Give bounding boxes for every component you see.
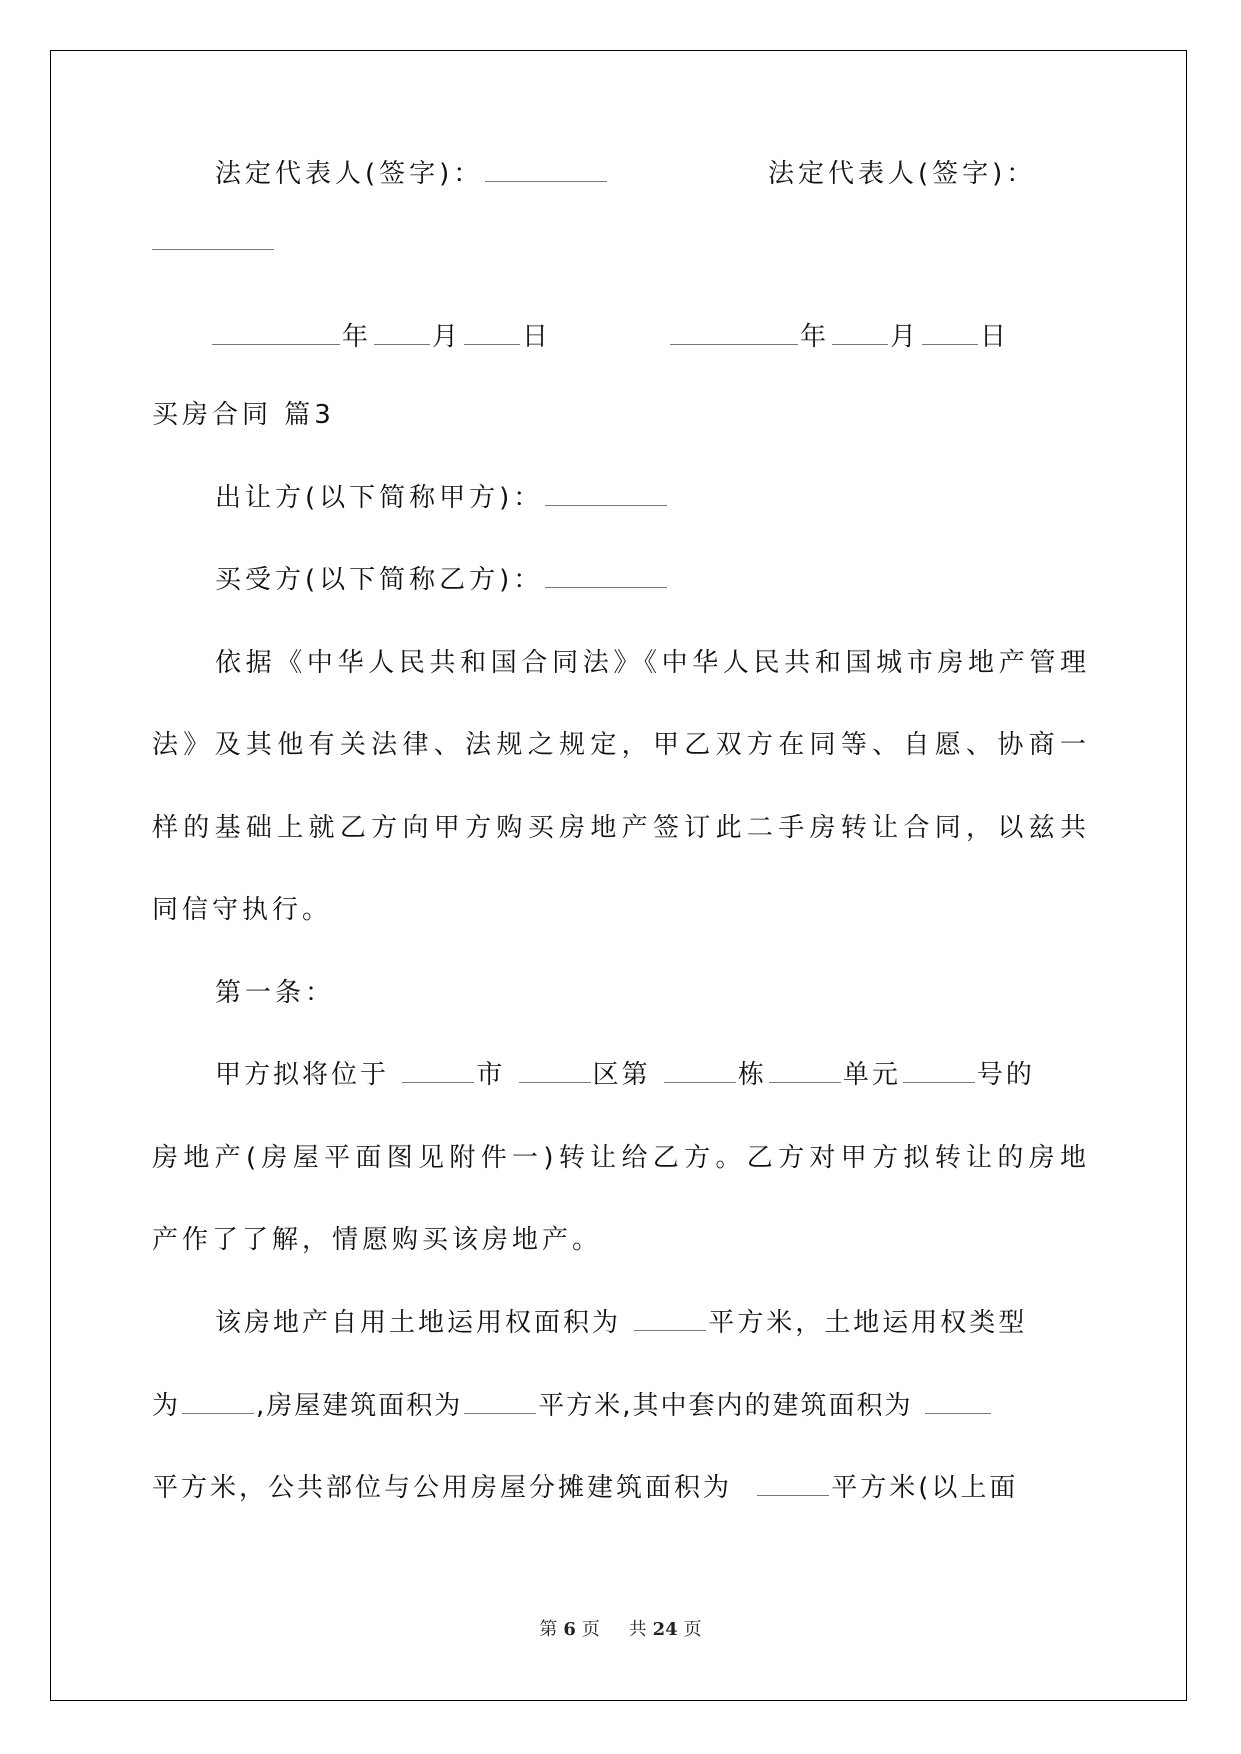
text-segment: 平方米，公共部位与公用房屋分摊建筑面积为 <box>152 1473 733 1503</box>
left-year-label: 年 <box>342 322 373 352</box>
transferor-blank[interactable] <box>545 483 667 506</box>
article1-p1-line3: 产作了了解，情愿购买该房地产。 <box>152 1225 603 1255</box>
right-signature-row <box>768 157 1088 191</box>
number-blank[interactable] <box>903 1060 975 1083</box>
article1-p2-line3 <box>152 1471 1087 1505</box>
right-signature-label: 法定代表人(签字)： <box>768 159 1037 189</box>
right-day-blank[interactable] <box>922 322 978 345</box>
transferor-label: 出让方(以下简称甲方)： <box>215 483 544 513</box>
text-segment: 平方米(以上面 <box>831 1473 1019 1503</box>
right-signature-blank-row <box>152 225 1087 259</box>
land-type-blank[interactable] <box>182 1391 254 1414</box>
right-month-blank[interactable] <box>832 322 888 345</box>
shared-area-blank[interactable] <box>757 1473 829 1496</box>
preamble-line: 同信守执行。 <box>152 895 333 925</box>
transferor-row <box>215 481 1087 515</box>
district-blank[interactable] <box>519 1060 591 1083</box>
left-day-label: 日 <box>522 322 553 352</box>
current-page-number: 6 <box>563 1619 576 1640</box>
transferee-blank[interactable] <box>545 565 667 588</box>
left-month-label: 月 <box>432 322 463 352</box>
preamble-line: 法》及其他有关法律、法规之规定，甲乙双方在同等、自愿、协商一 <box>152 730 1087 760</box>
left-month-blank[interactable] <box>374 322 430 345</box>
page-suffix: 页 <box>581 1619 600 1640</box>
right-date-row <box>668 320 1088 354</box>
left-signature-blank[interactable] <box>485 159 607 182</box>
transferee-row <box>215 563 1087 597</box>
text-segment: 该房地产自用土地运用权面积为 <box>215 1308 622 1338</box>
city-blank[interactable] <box>402 1060 474 1083</box>
text-segment: 平方米,其中套内的建筑面积为 <box>538 1391 913 1421</box>
total-prefix: 共 <box>628 1619 647 1640</box>
right-day-label: 日 <box>980 322 1011 352</box>
land-area-blank[interactable] <box>634 1308 706 1331</box>
total-suffix: 页 <box>683 1619 702 1640</box>
page-indicator <box>536 1619 603 1640</box>
inner-area-blank[interactable] <box>925 1391 991 1414</box>
article-heading: 第一条： <box>215 978 336 1008</box>
building-area-blank[interactable] <box>464 1391 536 1414</box>
total-indicator <box>626 1619 705 1640</box>
page-prefix: 第 <box>539 1619 558 1640</box>
text-segment: 单元 <box>842 1060 901 1090</box>
text-segment: 市 <box>476 1060 506 1090</box>
text-segment: 区第 <box>592 1060 651 1090</box>
article1-p2-line2 <box>152 1389 1087 1423</box>
preamble-line: 依据《中华人民共和国合同法》《中华人民共和国城市房地产管理 <box>215 648 1087 678</box>
text-segment: 号的 <box>976 1060 1035 1090</box>
right-month-label: 月 <box>890 322 921 352</box>
text-segment: 平方米，土地运用权类型 <box>708 1308 1028 1338</box>
transferee-label: 买受方(以下简称乙方)： <box>215 565 544 595</box>
text-segment: ,房屋建筑面积为 <box>256 1391 463 1421</box>
text-segment: 甲方拟将位于 <box>215 1060 390 1090</box>
building-blank[interactable] <box>664 1060 736 1083</box>
total-page-number: 24 <box>652 1619 678 1640</box>
right-signature-blank[interactable] <box>152 227 274 250</box>
page-frame <box>50 50 1187 1701</box>
left-year-blank[interactable] <box>212 322 340 345</box>
right-year-label: 年 <box>800 322 831 352</box>
preamble-line: 样的基础上就乙方向甲方购买房地产签订此二手房转让合同，以兹共 <box>152 813 1087 843</box>
article1-p2-line1 <box>215 1306 1087 1340</box>
text-segment: 栋 <box>737 1060 767 1090</box>
left-day-blank[interactable] <box>464 322 520 345</box>
text-segment: 为 <box>152 1391 181 1421</box>
article1-p1-line1 <box>215 1058 1087 1092</box>
page-footer <box>0 1615 1241 1641</box>
left-signature-label: 法定代表人(签字)： <box>215 159 484 189</box>
section-title: 买房合同 篇3 <box>152 400 335 430</box>
unit-blank[interactable] <box>769 1060 841 1083</box>
right-year-blank[interactable] <box>670 322 798 345</box>
article1-p1-line2: 房地产(房屋平面图见附件一)转让给乙方。乙方对甲方拟转让的房地 <box>152 1143 1087 1173</box>
